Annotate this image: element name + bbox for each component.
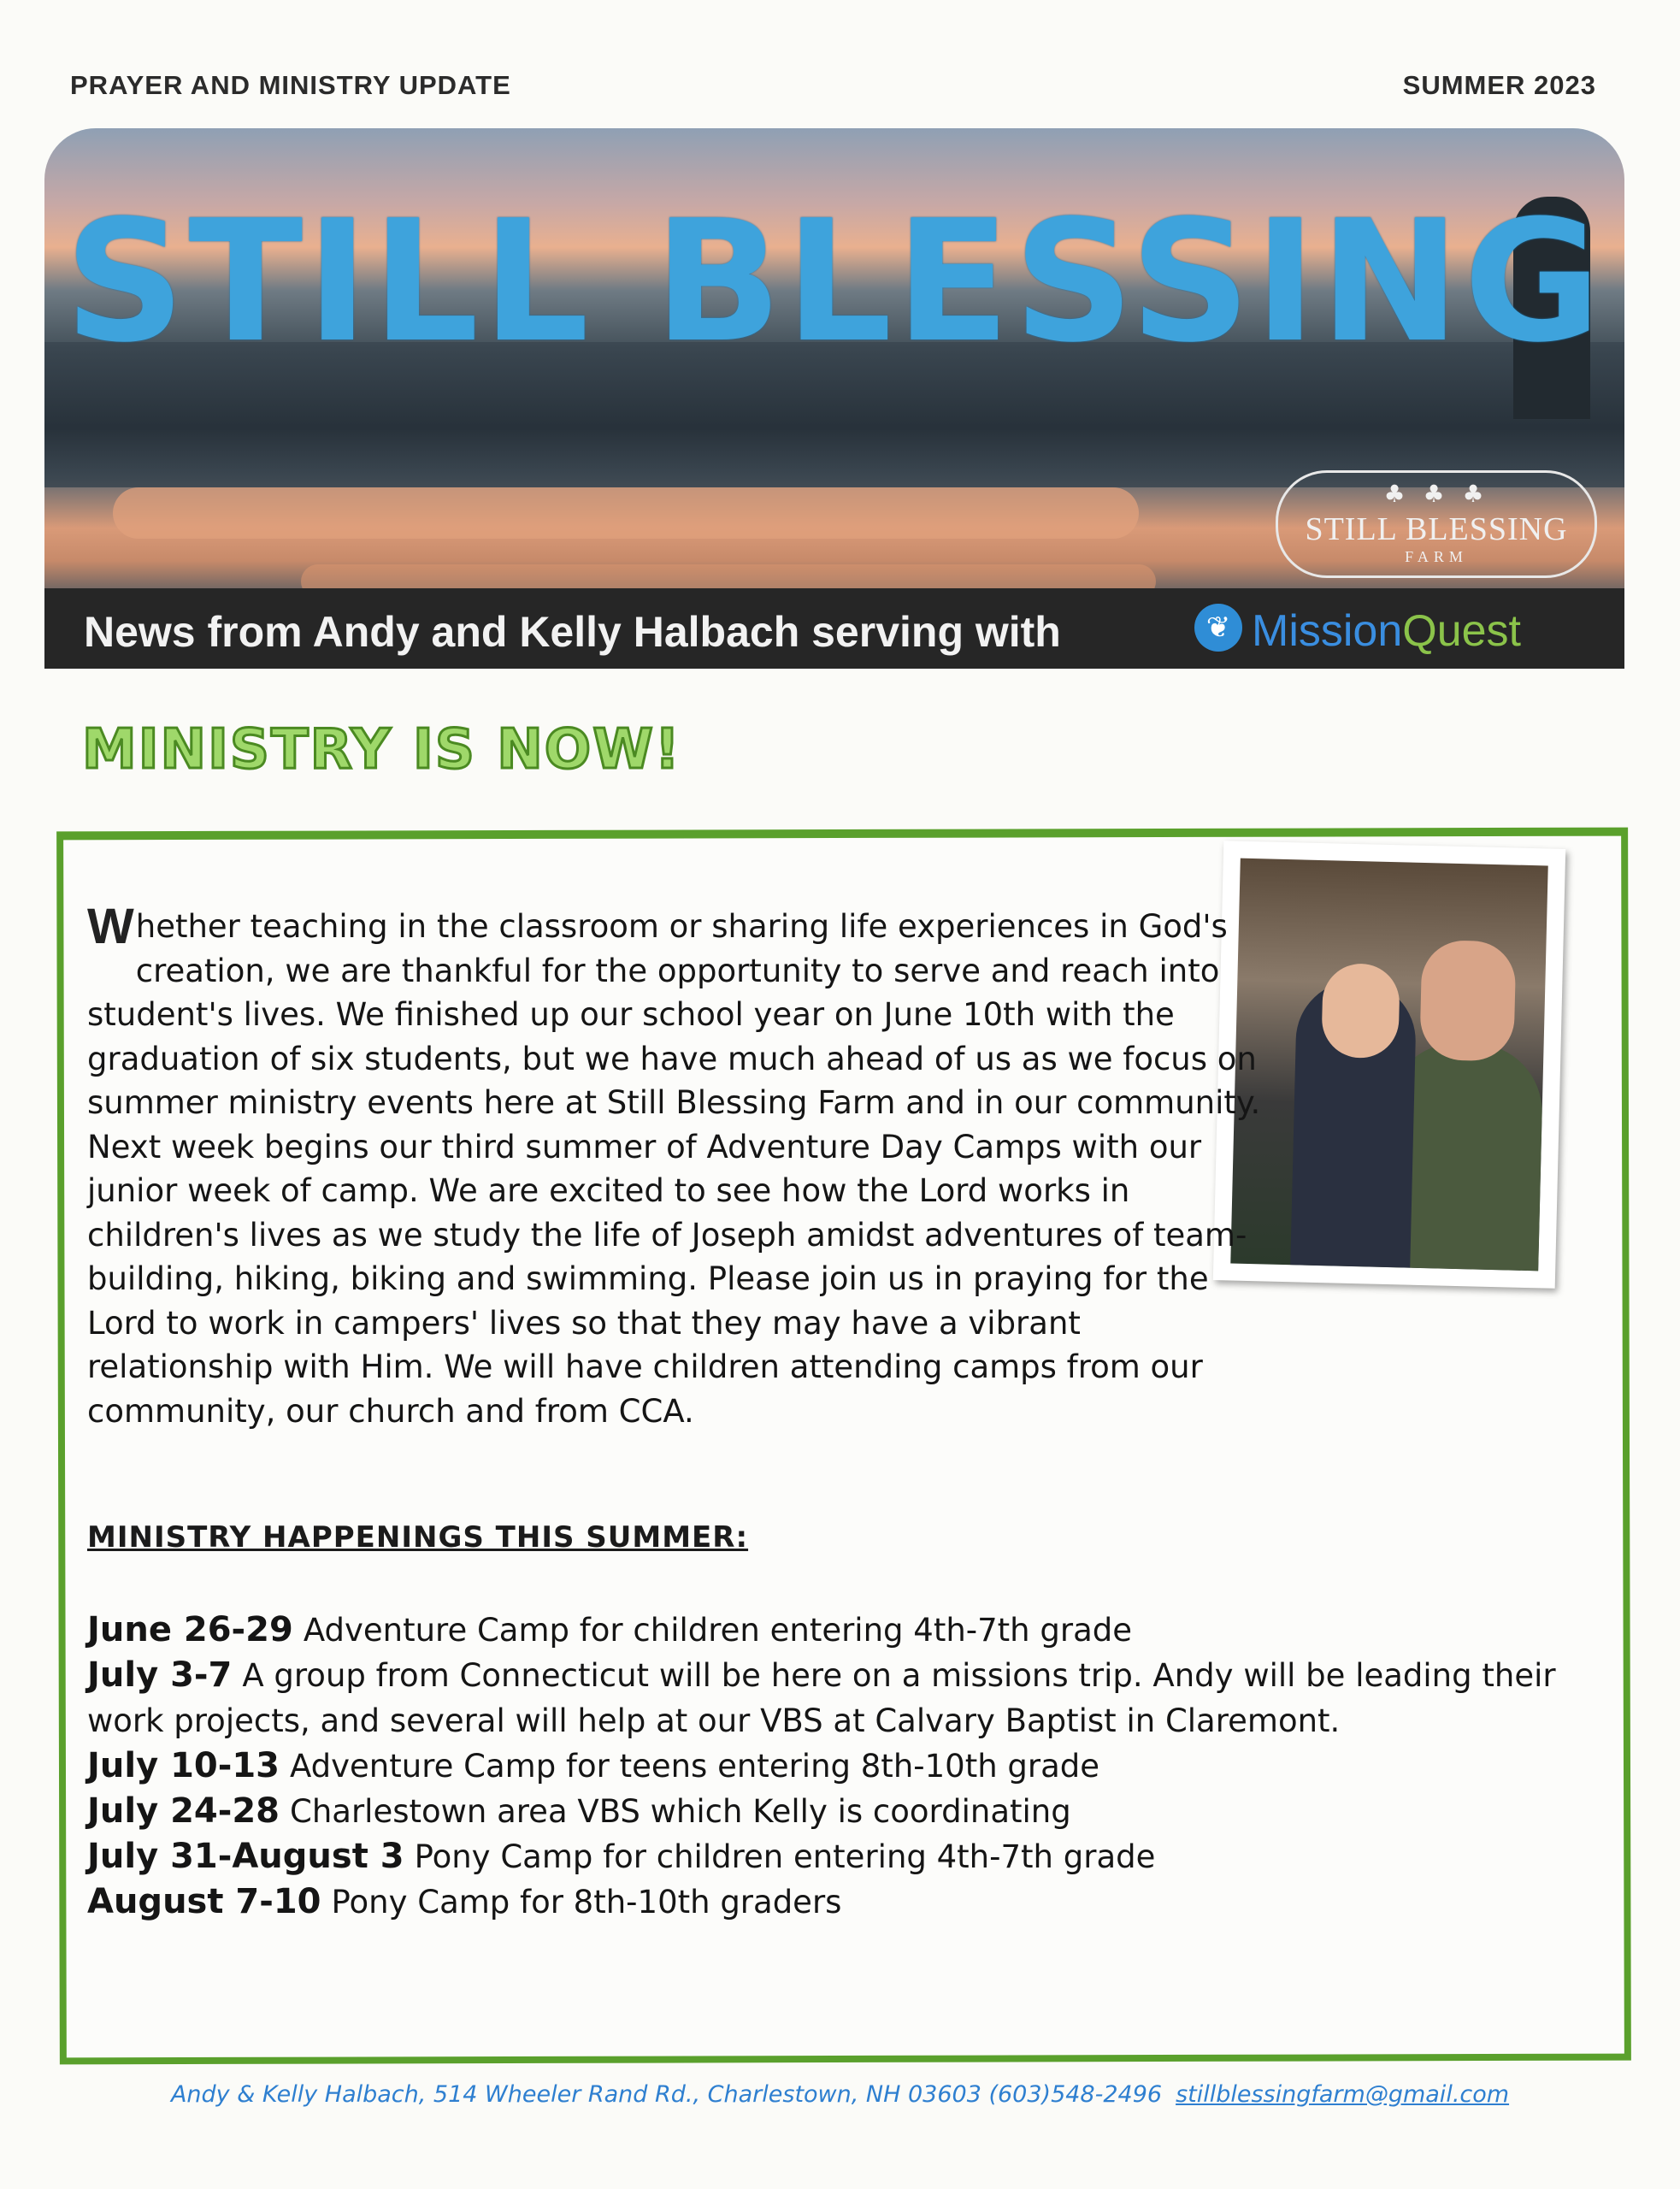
event-date: June 26-29 bbox=[87, 1610, 293, 1649]
event-date: July 10-13 bbox=[87, 1746, 280, 1785]
leaf-icon: ❦ bbox=[1194, 604, 1242, 652]
event-date: July 31-August 3 bbox=[87, 1837, 404, 1876]
happenings-heading: MINISTRY HAPPENINGS THIS SUMMER: bbox=[87, 1520, 749, 1555]
farm-logo-trees-icon: ♣ ♣ ♣ bbox=[1383, 480, 1489, 508]
banner-sunset-reflection bbox=[113, 487, 1139, 539]
org-name-part1: Mission bbox=[1252, 606, 1403, 656]
masthead-banner bbox=[44, 128, 1624, 669]
event-date: July 24-28 bbox=[87, 1791, 280, 1831]
event-text: Pony Camp for children entering 4th-7th grade bbox=[414, 1838, 1156, 1875]
article-text: hether teaching in the classroom or sharing life experiences in God's creation, we are thankful for the opportunity to serve and reach into student's lives. We finished up our school year on June 10th with the graduation of six students, but we have much ahead of us as we focus on summer ministry events here at Still Blessing Farm and in our community. Next week begins our third summer of Adventure Day Camps with our junior week of camp. We are excited to see how the Lord works in children's lives as we study the life of Joseph amidst adventures of team-building, hiking, biking and swimming. Please join us in praying for the Lord to work in campers' lives so that they may have a vibrant relationship with Him. We will have children attending camps from our community, our church and from CCA. bbox=[87, 908, 1261, 1430]
event-text: A group from Connecticut will be here on a missions trip. Andy will be leading their work projects, and several will help at our VBS at Calvary Baptist in Claremont. bbox=[87, 1657, 1556, 1739]
event-item bbox=[87, 1834, 1592, 1879]
event-item bbox=[87, 1653, 1592, 1744]
event-text: Adventure Camp for teens entering 8th-10th grade bbox=[290, 1748, 1100, 1785]
section-heading: MINISTRY IS NOW! bbox=[82, 718, 681, 782]
event-text: Charlestown area VBS which Kelly is coordinating bbox=[290, 1793, 1071, 1830]
farm-logo-sub: FARM bbox=[1405, 548, 1468, 565]
org-name-part2: Quest bbox=[1402, 606, 1521, 656]
event-date: August 7-10 bbox=[87, 1882, 321, 1921]
header-issue-label: SUMMER 2023 bbox=[1402, 70, 1596, 100]
event-text: Adventure Camp for children entering 4th-7th grade bbox=[303, 1612, 1133, 1649]
news-bar bbox=[44, 588, 1624, 669]
news-byline: News from Andy and Kelly Halbach serving with bbox=[84, 608, 1061, 656]
article-body bbox=[87, 899, 1592, 1433]
events-list bbox=[87, 1608, 1592, 1925]
header-left-label: PRAYER AND MINISTRY UPDATE bbox=[70, 70, 511, 100]
farm-logo-name: STILL BLESSING bbox=[1305, 511, 1568, 547]
event-item bbox=[87, 1879, 1592, 1925]
drop-cap: W bbox=[87, 899, 134, 954]
event-item bbox=[87, 1744, 1592, 1789]
footer-email-link[interactable]: stillblessingfarm@gmail.com bbox=[1176, 2081, 1510, 2108]
masthead-title: STILL BLESSING bbox=[64, 185, 1605, 380]
event-item bbox=[87, 1608, 1592, 1653]
event-text: Pony Camp for 8th-10th graders bbox=[331, 1884, 842, 1921]
footer-contact bbox=[0, 2081, 1680, 2108]
footer-address: Andy & Kelly Halbach, 514 Wheeler Rand Rd., Charlestown, NH 03603 (603)548-2496 bbox=[170, 2081, 1163, 2108]
farm-logo bbox=[1276, 470, 1597, 578]
event-date: July 3-7 bbox=[87, 1655, 233, 1695]
event-item bbox=[87, 1789, 1592, 1834]
missionquest-logo bbox=[1252, 605, 1521, 657]
